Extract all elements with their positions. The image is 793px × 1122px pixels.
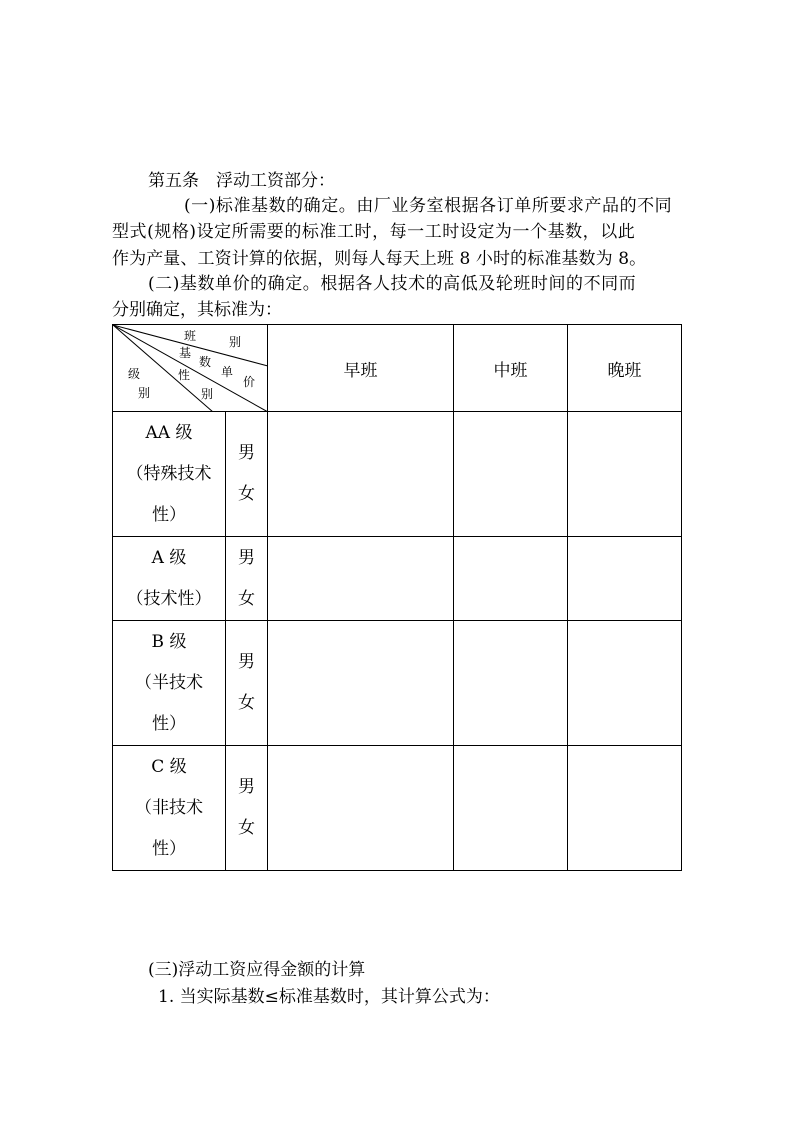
grade-desc-cont: 性） — [152, 713, 186, 734]
grade-label: AA 级 — [145, 422, 193, 443]
value-cell — [454, 412, 568, 537]
section-3-item-1: 1. 当实际基数≤标准基数时，其计算公式为： — [158, 987, 500, 1007]
paragraph-1-line-2: 型式(规格)设定所需要的标准工时，每一工时设定为一个基数，以此 — [112, 222, 636, 242]
corner-label-ji: 基 — [179, 346, 192, 360]
value-cell — [568, 412, 682, 537]
value-cell — [568, 746, 682, 871]
grade-label: B 级 — [151, 631, 187, 652]
gender-male: 男 — [238, 547, 255, 568]
corner-header-cell — [113, 325, 268, 412]
grade-desc-cont: 性） — [152, 504, 186, 525]
paragraph-1-line-1 — [112, 194, 680, 218]
grade-label: A 级 — [151, 547, 187, 568]
grade-cell-c — [113, 746, 226, 871]
gender-cell — [226, 621, 268, 746]
article-heading: 第五条 浮动工资部分： — [148, 171, 335, 191]
corner-label-xing: 性 — [178, 368, 191, 382]
paragraph-2-line-2: 分别确定，其标准为： — [112, 300, 282, 320]
corner-label-ban: 班 — [184, 329, 197, 343]
value-cell — [454, 621, 568, 746]
corner-label-bie-3: 别 — [138, 386, 151, 400]
paragraph-1-line-3: 作为产量、工资计算的依据，则每人每天上班 8 小时的标准基数为 8。 — [112, 249, 647, 269]
gender-male: 男 — [238, 443, 255, 463]
shift-header-night: 晚班 — [568, 325, 682, 412]
value-cell — [268, 746, 454, 871]
gender-male: 男 — [238, 652, 255, 672]
table-row — [113, 412, 682, 537]
gender-cell — [226, 537, 268, 621]
gender-female: 女 — [238, 484, 255, 504]
paragraph-1-line-1-text: (一)标准基数的确定。由厂业务室根据各订单所要求产品的不同 — [184, 196, 673, 216]
value-cell — [568, 537, 682, 621]
gender-female: 女 — [238, 693, 255, 713]
paragraph-2-line-1: (二)基数单价的确定。根据各人技术的高低及轮班时间的不同而 — [148, 274, 637, 294]
value-cell — [454, 746, 568, 871]
value-cell — [268, 537, 454, 621]
wage-standard-table — [112, 324, 682, 871]
shift-header-early: 早班 — [268, 325, 454, 412]
value-cell — [454, 537, 568, 621]
table-header-row — [113, 325, 682, 412]
corner-label-ji-grade: 级 — [128, 367, 141, 381]
corner-label-jia: 价 — [243, 375, 256, 389]
grade-cell-a — [113, 537, 226, 621]
section-3-heading: (三)浮动工资应得金额的计算 — [148, 960, 366, 980]
gender-male: 男 — [238, 777, 255, 797]
grade-desc: （非技术 — [135, 797, 203, 818]
corner-label-dan: 单 — [221, 365, 234, 379]
grade-desc: （半技术 — [135, 672, 203, 693]
grade-desc-cont: 性） — [152, 838, 186, 859]
gender-cell — [226, 412, 268, 537]
corner-label-shu: 数 — [199, 355, 212, 369]
shift-header-middle: 中班 — [454, 325, 568, 412]
grade-desc: （技术性） — [126, 588, 212, 609]
table-row — [113, 621, 682, 746]
corner-label-bie-2: 别 — [201, 387, 214, 401]
gender-cell — [226, 746, 268, 871]
table-row — [113, 537, 682, 621]
table-row — [113, 746, 682, 871]
gender-female: 女 — [238, 588, 255, 609]
grade-label: C 级 — [151, 756, 187, 777]
grade-cell-aa — [113, 412, 226, 537]
grade-cell-b — [113, 621, 226, 746]
value-cell — [268, 412, 454, 537]
value-cell — [568, 621, 682, 746]
corner-label-bie-1: 别 — [229, 335, 242, 349]
gender-female: 女 — [238, 818, 255, 838]
value-cell — [268, 621, 454, 746]
grade-desc: （特殊技术 — [126, 463, 212, 484]
